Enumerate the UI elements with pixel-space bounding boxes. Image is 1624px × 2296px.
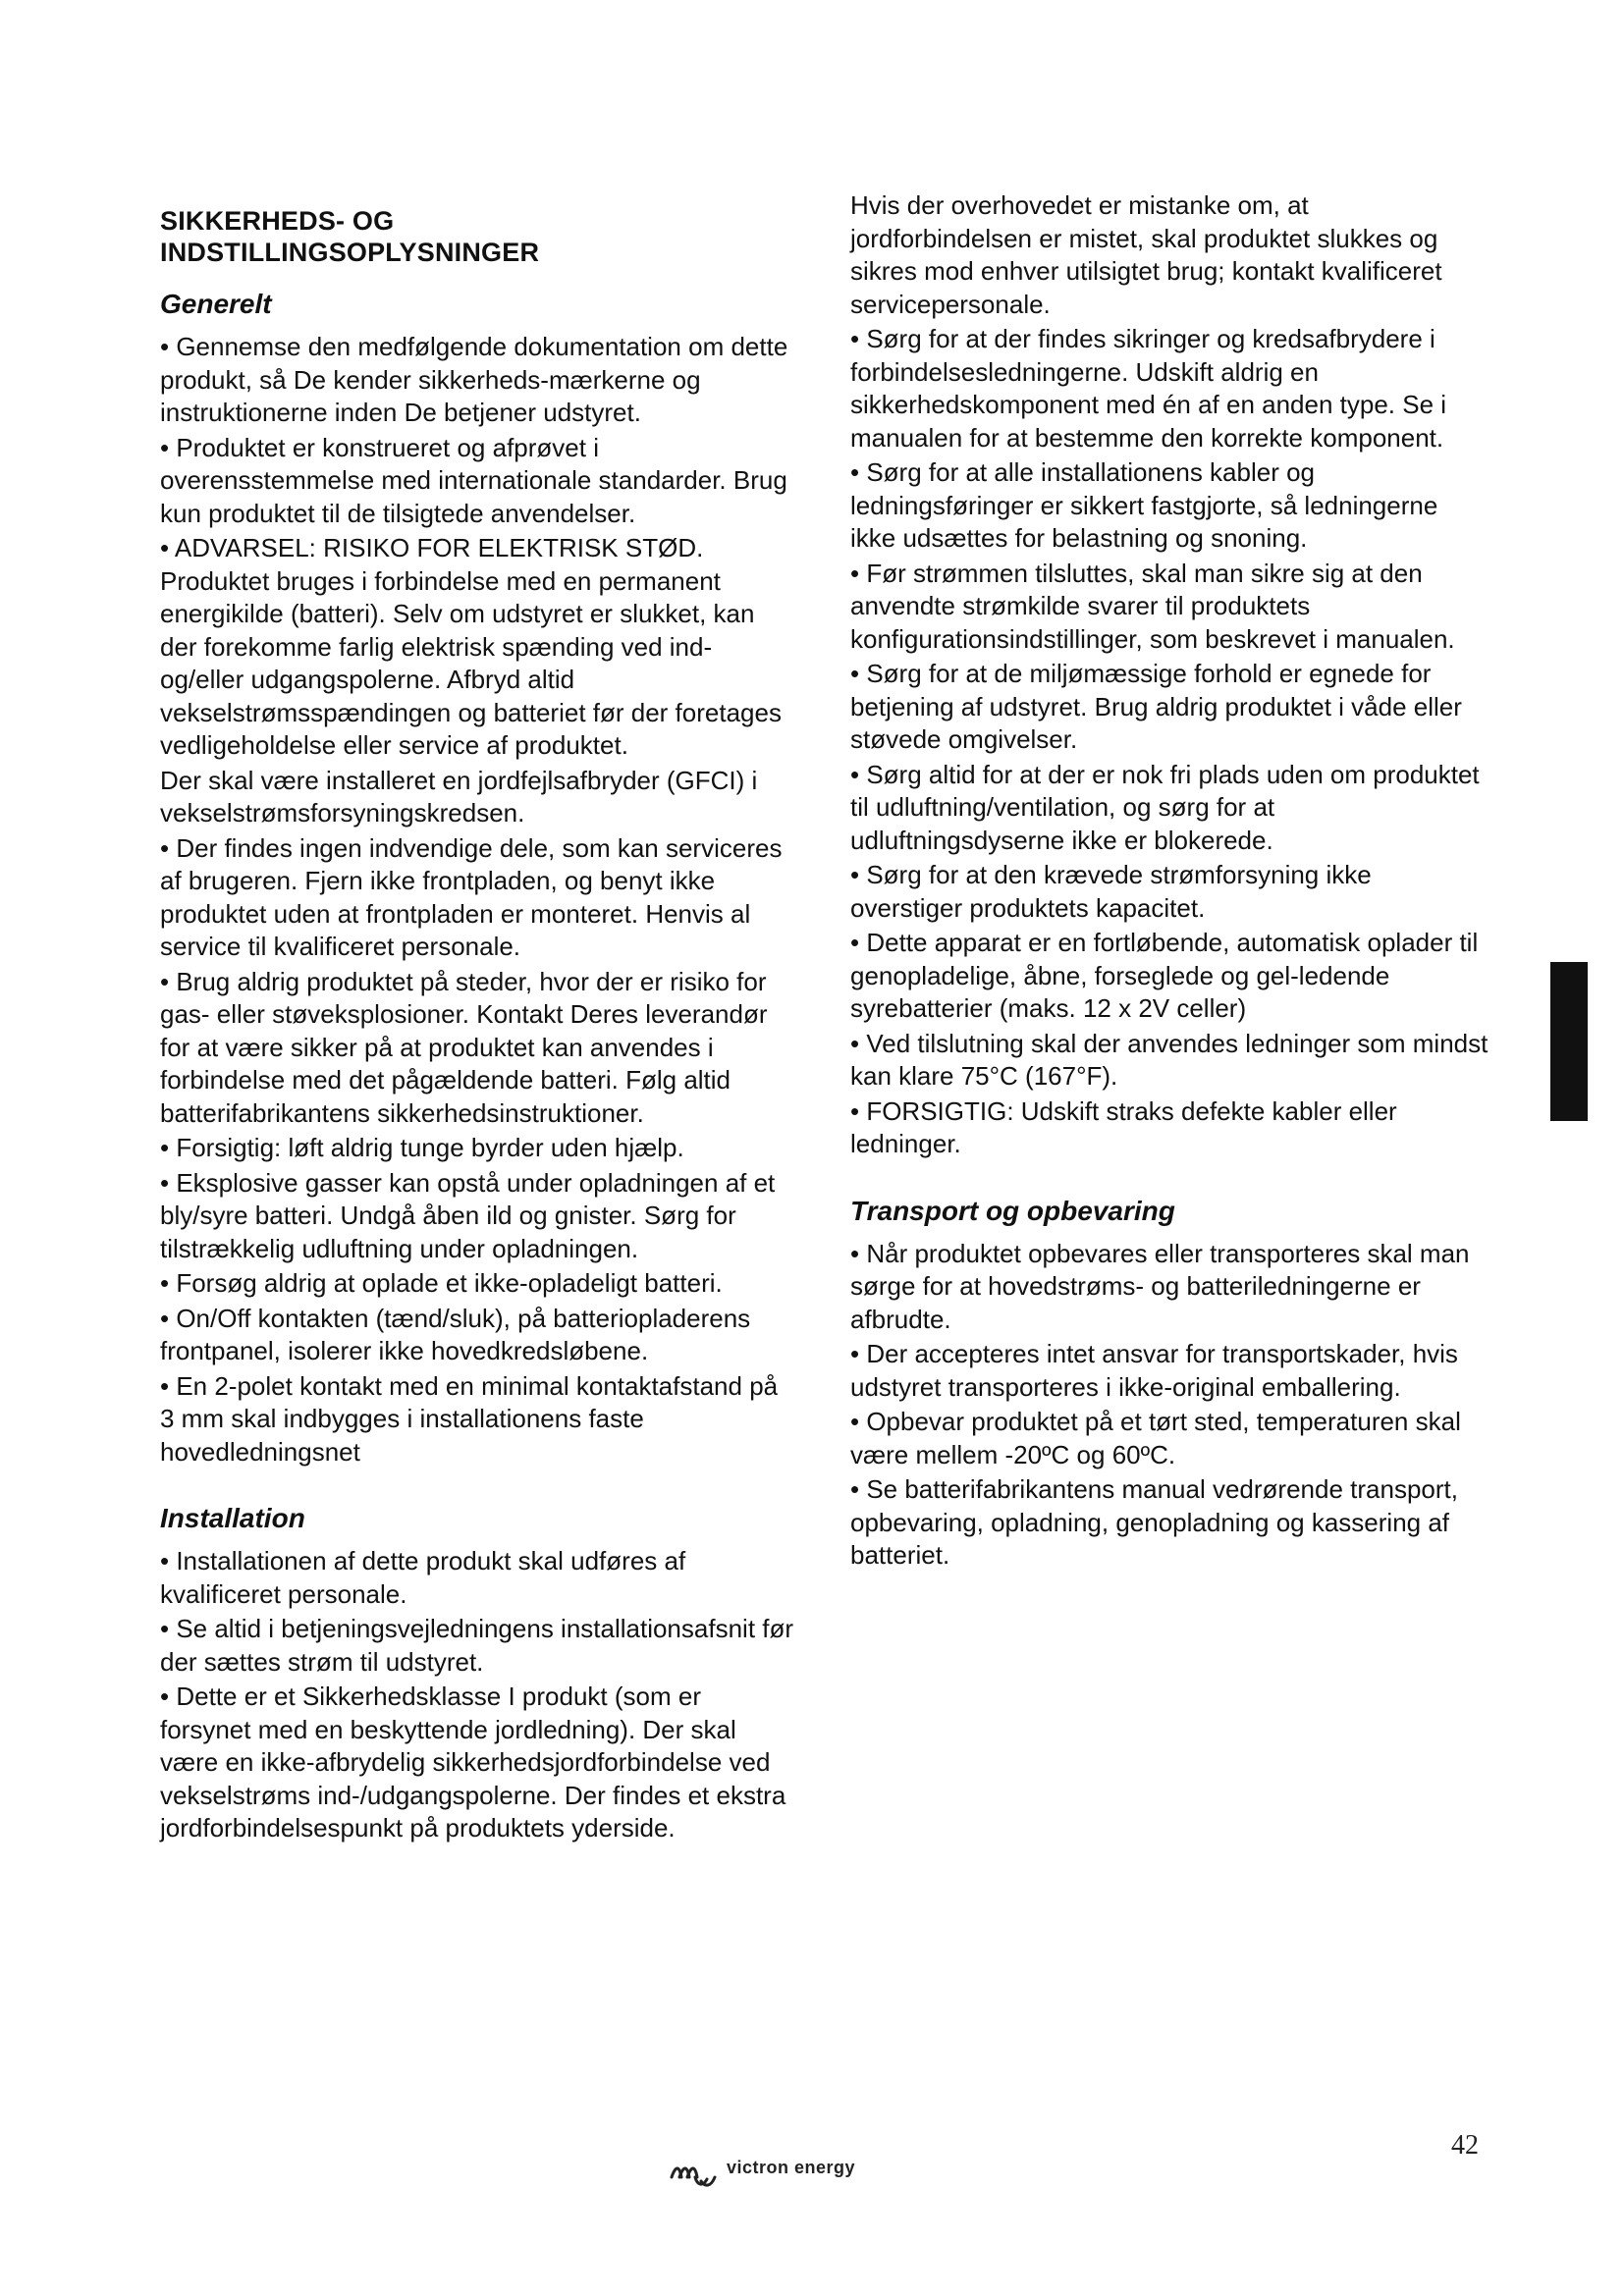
installation-paragraph: • Dette er et Sikkerhedsklasse I produkt (som er forsynet med en beskyttende jordledning). Der skal være en ikke-afbrydelig sikkerhedsjordforbindelse ved vekselstrøms ind-/udgangspolerne. Der findes et ekstra jordforbindelsespunkt på produktets yderside. <box>160 1682 786 1842</box>
safety-paragraph: • Sørg for at de miljømæssige forhold er egnede for betjening af udstyret. Brug aldrig produktet i våde eller støvede omgivelser. <box>850 659 1462 754</box>
safety-paragraph: • Sørg for at den krævede strømforsyning ikke overstiger produktets kapacitet. <box>850 860 1372 923</box>
safety-paragraph: • Før strømmen tilsluttes, skal man sikre sig at den anvendte strømkilde svarer til produktets konfigurationsindstillinger, som beskrevet i manualen. <box>850 558 1455 654</box>
safety-paragraph: • Sørg altid for at der er nok fri plads uden om produktet til udluftning/ventilation, og sørg for at udluftningsdyserne ikke er blokerede. <box>850 759 1480 855</box>
victron-wave-logo-icon <box>668 2156 725 2189</box>
safety-paragraph: • Sørg for at alle installationens kabler og ledningsføringer er sikkert fastgjorte, så ledningerne ikke udsættes for belastning og snoning. <box>850 457 1438 553</box>
transport-paragraph: • Der accepteres intet ansvar for transportskader, hvis udstyret transporteres i ikke-original emballering. <box>850 1339 1458 1402</box>
general-paragraph: • Forsigtig: løft aldrig tunge byrder uden hjælp. <box>160 1133 684 1162</box>
main-heading: SIKKERHEDS- OG INDSTILLINGSOPLYSNINGER <box>160 206 540 267</box>
safety-paragraph: • FORSIGTIG: Udskift straks defekte kabler eller ledninger. <box>850 1095 1397 1158</box>
page-number: 42 <box>1451 2130 1479 2161</box>
section-heading-general: Generelt <box>160 289 272 319</box>
right-column <box>850 189 1489 1575</box>
general-paragraph: • On/Off kontakten (tænd/sluk), på batteriopladerens frontpanel, isolerer ikke hovedkredsløbene. <box>160 1303 751 1365</box>
general-paragraph: • En 2-polet kontakt med en minimal kontaktafstand på 3 mm skal indbygges i installationens faste hovedledningsnet <box>160 1370 779 1467</box>
left-column <box>160 191 798 1847</box>
installation-paragraph: • Installationen af dette produkt skal udføres af kvalificeret personale. <box>160 1546 686 1609</box>
transport-paragraph: • Når produktet opbevares eller transporteres skal man sørge for at hovedstrøms- og batteriledningerne er afbrudte. <box>850 1238 1470 1334</box>
general-paragraph: • ADVARSEL: RISIKO FOR ELEKTRISK STØD. Produktet bruges i forbindelse med en permanent energikilde (batteri). Selv om udstyret er slukket, kan der forekomme farlig elektrisk spænding ved ind- og/eller udgangspolerne. Afbryd altid vekselstrømsspændingen og batteriet før der foretages vedligeholdelse eller service af produktet. <box>160 533 782 760</box>
safety-paragraph: • Ved tilslutning skal der anvendes ledninger som mindst kan klare 75°C (167°F). <box>850 1028 1489 1091</box>
safety-paragraph: Hvis der overhovedet er mistanke om, at jordforbindelsen er mistet, skal produktet slukkes og sikres mod enhver utilsigtet brug; kontakt kvalificeret servicepersonale. <box>850 190 1442 319</box>
general-paragraph: • Produktet er konstrueret og afprøvet i overensstemmelse med internationale standarder. Brug kun produktet til de tilsigtede anvendelser. <box>160 432 787 528</box>
section-heading-transport: Transport og opbevaring <box>850 1195 1175 1226</box>
logo-text: victron energy <box>727 2158 856 2177</box>
installation-paragraph: • Se altid i betjeningsvejledningens installationsafsnit før der sættes strøm til udstyret. <box>160 1614 794 1677</box>
general-paragraph: • Gennemse den medfølgende dokumentation om dette produkt, så De kender sikkerheds-mærkerne og instruktionerne inden De betjener udstyret. <box>160 332 788 427</box>
chapter-tab-marker <box>1550 962 1588 1121</box>
general-paragraph: Der skal være installeret en jordfejlsafbryder (GFCI) i vekselstrømsforsyningskredsen. <box>160 765 758 828</box>
transport-paragraph: • Se batterifabrikantens manual vedrørende transport, opbevaring, opladning, genopladning og kassering af batteriet. <box>850 1474 1458 1570</box>
safety-paragraph: • Dette apparat er en fortløbende, automatisk oplader til genopladelige, åbne, forseglede og gel-ledende syrebatterier (maks. 12 x 2V celler) <box>850 928 1479 1023</box>
general-paragraph: • Der findes ingen indvendige dele, som kan serviceres af brugeren. Fjern ikke frontpladen, og benyt ikke produktet uden at frontpladen er monteret. Henvis al service til kvalificeret personale. <box>160 832 783 961</box>
general-paragraph: • Forsøg aldrig at oplade et ikke-opladeligt batteri. <box>160 1268 723 1298</box>
section-heading-installation: Installation <box>160 1503 305 1533</box>
transport-paragraph: • Opbevar produktet på et tørt sted, temperaturen skal være mellem -20ºC og 60ºC. <box>850 1407 1461 1469</box>
general-paragraph: • Brug aldrig produktet på steder, hvor der er risiko for gas- eller støveksplosioner. Kontakt Deres leverandør for at være sikker på at produktet kan anvendes i forbindelse med det pågældende batteri. Følg altid batterifabrikantens sikkerhedsinstruktioner. <box>160 966 768 1128</box>
general-paragraph: • Eksplosive gasser kan opstå under opladningen af et bly/syre batteri. Undgå åben ild og gnister. Sørg for tilstrækkelig udluftning under opladningen. <box>160 1167 776 1263</box>
safety-paragraph: • Sørg for at der findes sikringer og kredsafbrydere i forbindelsesledningerne. Udskift aldrig en sikkerhedskomponent med én af en anden type. Se i manualen for at bestemme den korrekte komponent. <box>850 324 1447 453</box>
victron-logo <box>668 2156 855 2189</box>
